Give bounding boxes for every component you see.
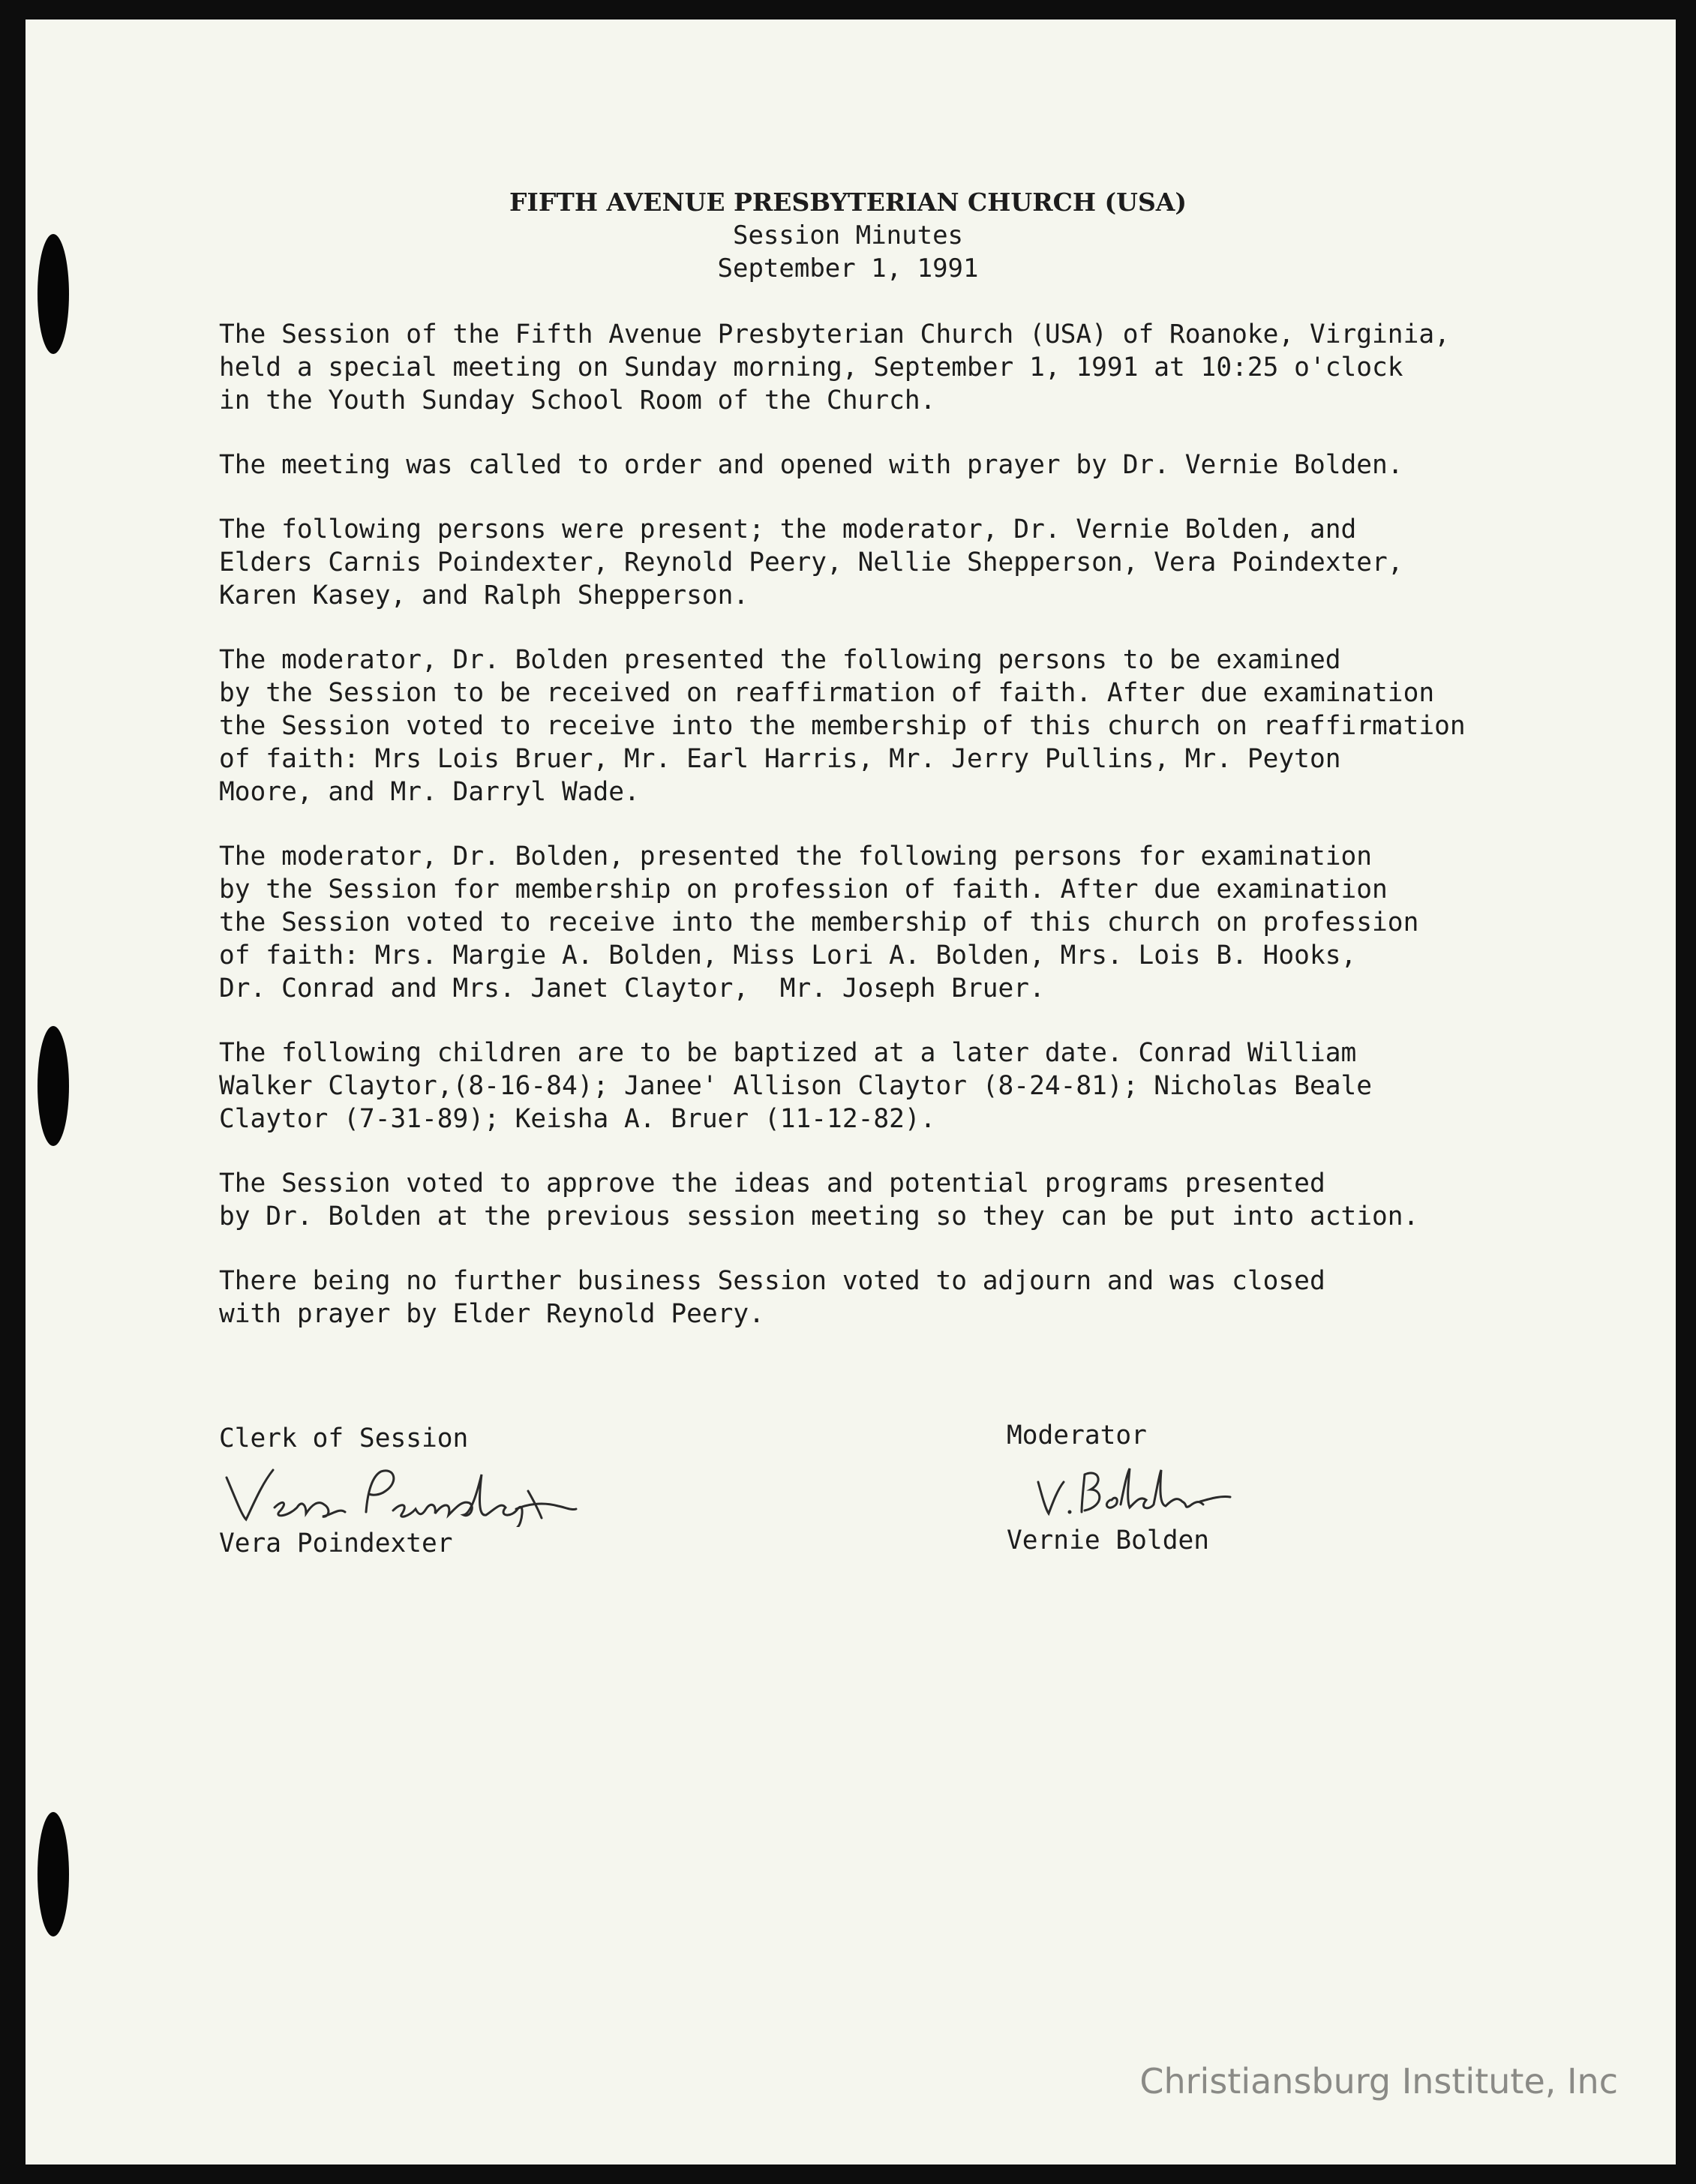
document-type: Session Minutes <box>732 220 964 250</box>
moderator-signature <box>1007 1452 1232 1524</box>
clerk-printed-name: Vera Poindexter <box>219 1528 453 1558</box>
document-date: September 1, 1991 <box>717 254 979 284</box>
text-line: Claytor (7-31-89); Keisha A. Bruer (11-12-82). <box>219 1104 936 1134</box>
text-line: Walker Claytor,(8-16-84); Janee' Allison Claytor (8-24-81); Nicholas Beale <box>219 1071 1373 1101</box>
paragraph-adjournment <box>219 1264 1524 1330</box>
text-line: The meeting was called to order and opened with prayer by Dr. Vernie Bolden. <box>219 450 1403 480</box>
clerk-role-label: Clerk of Session <box>219 1424 469 1454</box>
moderator-signature-block <box>1007 1419 1232 1557</box>
moderator-signature-drawing <box>1007 1452 1232 1524</box>
document-header <box>0 186 1696 285</box>
text-line: of faith: Mrs Lois Bruer, Mr. Earl Harris, Mr. Jerry Pullins, Mr. Peyton <box>219 744 1341 774</box>
paragraph-baptism <box>219 1036 1524 1136</box>
watermark-text: Christiansburg Institute, Inc <box>1139 2061 1618 2102</box>
text-line: The following children are to be baptized at a later date. Conrad William <box>219 1038 1357 1068</box>
text-line: The moderator, Dr. Bolden, presented the following persons for examination <box>219 842 1373 872</box>
text-line: by Dr. Bolden at the previous session meeting so they can be put into action. <box>219 1202 1419 1232</box>
text-line: Elders Carnis Poindexter, Reynold Peery, Nellie Shepperson, Vera Poindexter, <box>219 548 1403 578</box>
binder-hole-bottom <box>38 1812 69 1936</box>
clerk-signature <box>219 1455 579 1527</box>
text-line: The Session voted to approve the ideas and potential programs presented <box>219 1168 1325 1198</box>
paragraph-attendance <box>219 513 1524 612</box>
paragraph-reaffirmation <box>219 644 1524 808</box>
text-line: by the Session for membership on profession of faith. After due examination <box>219 874 1388 904</box>
moderator-role-label: Moderator <box>1007 1420 1147 1450</box>
text-line: held a special meeting on Sunday morning, September 1, 1991 at 10:25 o'clock <box>219 352 1403 382</box>
text-line: with prayer by Elder Reynold Peery. <box>219 1299 764 1329</box>
text-line: Dr. Conrad and Mrs. Janet Claytor, Mr. Joseph Bruer. <box>219 974 1045 1004</box>
clerk-signature-block <box>219 1422 579 1560</box>
text-line: in the Youth Sunday School Room of the Church. <box>219 386 936 416</box>
paragraph-profession <box>219 840 1524 1005</box>
clerk-signature-drawing <box>219 1455 579 1527</box>
binder-hole-middle <box>38 1026 69 1146</box>
text-line: Karen Kasey, and Ralph Shepperson. <box>219 580 749 610</box>
moderator-printed-name: Vernie Bolden <box>1007 1526 1210 1556</box>
minutes-body <box>219 318 1524 1362</box>
paragraph-call-to-order <box>219 448 1524 482</box>
paragraph-programs <box>219 1167 1524 1233</box>
text-line: of faith: Mrs. Margie A. Bolden, Miss Lori A. Bolden, Mrs. Lois B. Hooks, <box>219 940 1357 970</box>
text-line: Moore, and Mr. Darryl Wade. <box>219 777 640 807</box>
text-line: The moderator, Dr. Bolden presented the following persons to be examined <box>219 645 1341 675</box>
paragraph-meeting-info <box>219 318 1524 417</box>
text-line: by the Session to be received on reaffirmation of faith. After due examination <box>219 678 1435 708</box>
text-line: the Session voted to receive into the membership of this church on profession <box>219 908 1419 938</box>
text-line: There being no further business Session voted to adjourn and was closed <box>219 1266 1325 1296</box>
text-line: the Session voted to receive into the membership of this church on reaffirmation <box>219 711 1466 741</box>
text-line: The following persons were present; the moderator, Dr. Vernie Bolden, and <box>219 514 1357 544</box>
church-name: FIFTH AVENUE PRESBYTERIAN CHURCH (USA) <box>509 188 1187 217</box>
text-line: The Session of the Fifth Avenue Presbyterian Church (USA) of Roanoke, Virginia, <box>219 320 1450 350</box>
